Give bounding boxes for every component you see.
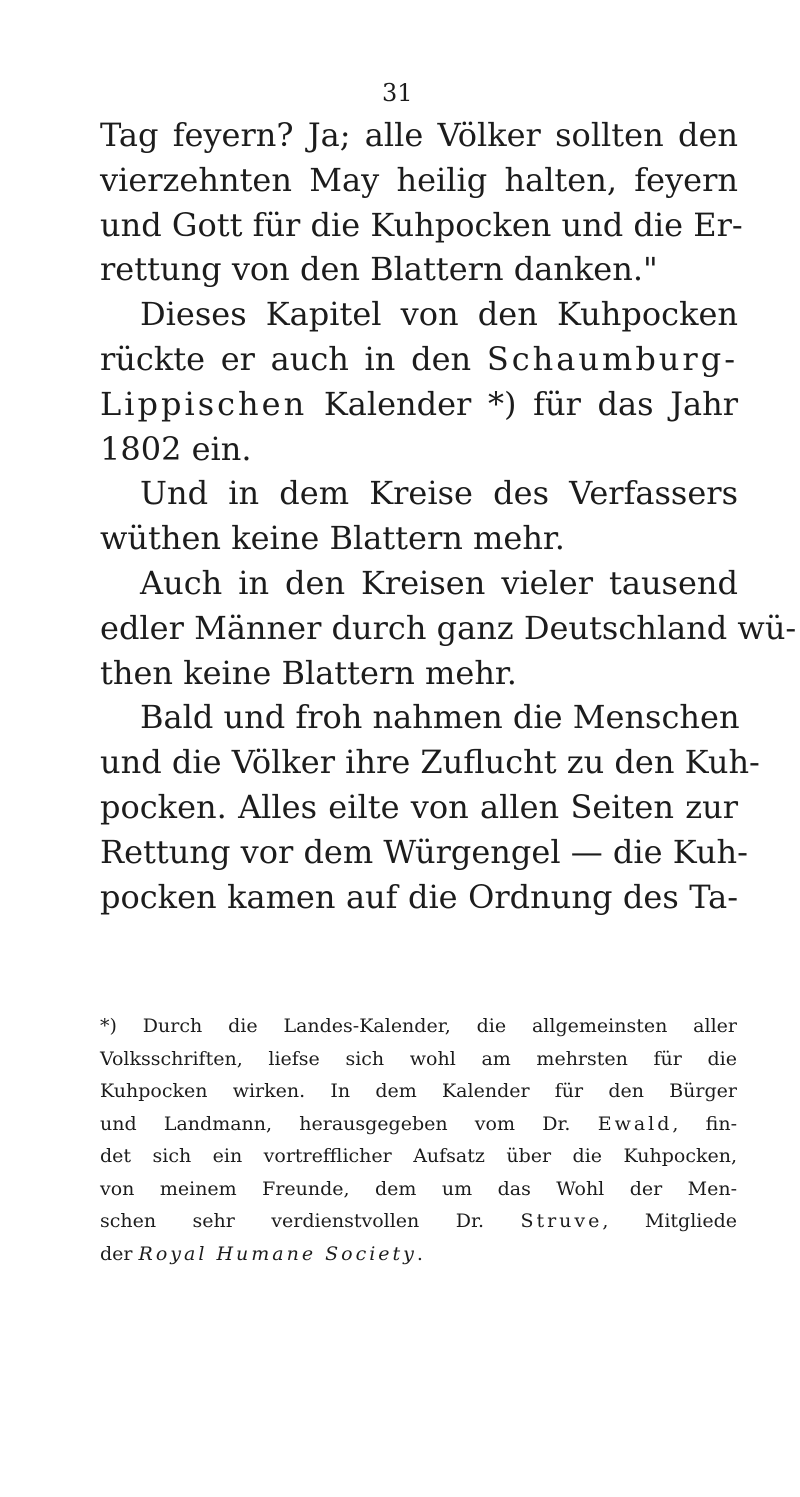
text-line: edler Männer durch ganz Deutschland wü-: [100, 608, 797, 647]
spaced-name: Lippischen: [100, 384, 308, 423]
text-line: Dieses Kapitel von den Kuhpocken: [140, 295, 738, 334]
text-line: wüthen keine Blattern mehr.: [100, 519, 565, 558]
footnote-line: Volksschriften, liefse sich wohl am mehrsten für die: [100, 1047, 737, 1070]
footnote-line: [100, 1238, 737, 1271]
text-fragment: , Mitgliede: [602, 1210, 738, 1232]
text-line: [100, 337, 738, 382]
text-line: und Gott für die Kuhpocken und die Er-: [100, 205, 743, 244]
spaced-name: Ewald: [597, 1112, 673, 1135]
footnote-line: [100, 1205, 737, 1238]
footnote-line: Kuhpocken wirken. In dem Kalender für den Bürger: [100, 1080, 737, 1102]
text-line: pocken kamen auf die Ordnung des Ta-: [100, 877, 738, 916]
text-line: und die Völker ihre Zuflucht zu den Kuh-: [100, 743, 760, 782]
text-line: [100, 382, 738, 427]
text-line: rettung von den Blattern danken.": [100, 250, 658, 289]
text-line: Bald und froh nahmen die Menschen: [140, 698, 740, 737]
text-line: 1802 ein.: [100, 429, 252, 468]
text-fragment: und Landmann, herausgegeben vom Dr.: [100, 1112, 598, 1135]
footnote-line: *) Durch die Landes-Kalender, die allgemeinsten aller: [100, 1015, 737, 1037]
text-fragment: der: [100, 1242, 139, 1265]
page-number: 31: [382, 79, 413, 107]
spaced-name: Struve: [520, 1210, 603, 1232]
footnote-line: det sich ein vortrefflicher Aufsatz über die Kuhpocken,: [100, 1145, 737, 1167]
footnote-line: von meinem Freunde, dem um das Wohl der Men-: [100, 1177, 737, 1200]
text-fragment: .: [416, 1242, 423, 1265]
text-fragment: Kalender *) für das Jahr: [307, 384, 738, 423]
text-line: Auch in den Kreisen vieler tausend: [140, 563, 738, 602]
text-fragment: , fin-: [672, 1112, 737, 1135]
text-line: Rettung vor dem Würgengel — die Kuh-: [100, 832, 748, 871]
footnote-line: [100, 1108, 737, 1141]
footnote: [100, 1010, 737, 1270]
text-line: then keine Blattern mehr.: [100, 653, 517, 692]
text-line: pocken. Alles eilte von allen Seiten zur: [100, 787, 738, 826]
text-line: Tag feyern? Ja; alle Völker sollten den: [100, 116, 738, 154]
text-line: Und in dem Kreise des Verfassers: [140, 474, 738, 513]
text-line: vierzehnten May heilig halten, feyern: [100, 160, 738, 199]
society-name: Royal Humane Society: [138, 1242, 417, 1265]
spaced-name: Schaumburg-: [486, 339, 738, 378]
text-fragment: rückte er auch in den: [100, 339, 487, 378]
text-fragment: schen sehr verdienstvollen Dr.: [100, 1210, 521, 1232]
main-text: [100, 113, 797, 919]
